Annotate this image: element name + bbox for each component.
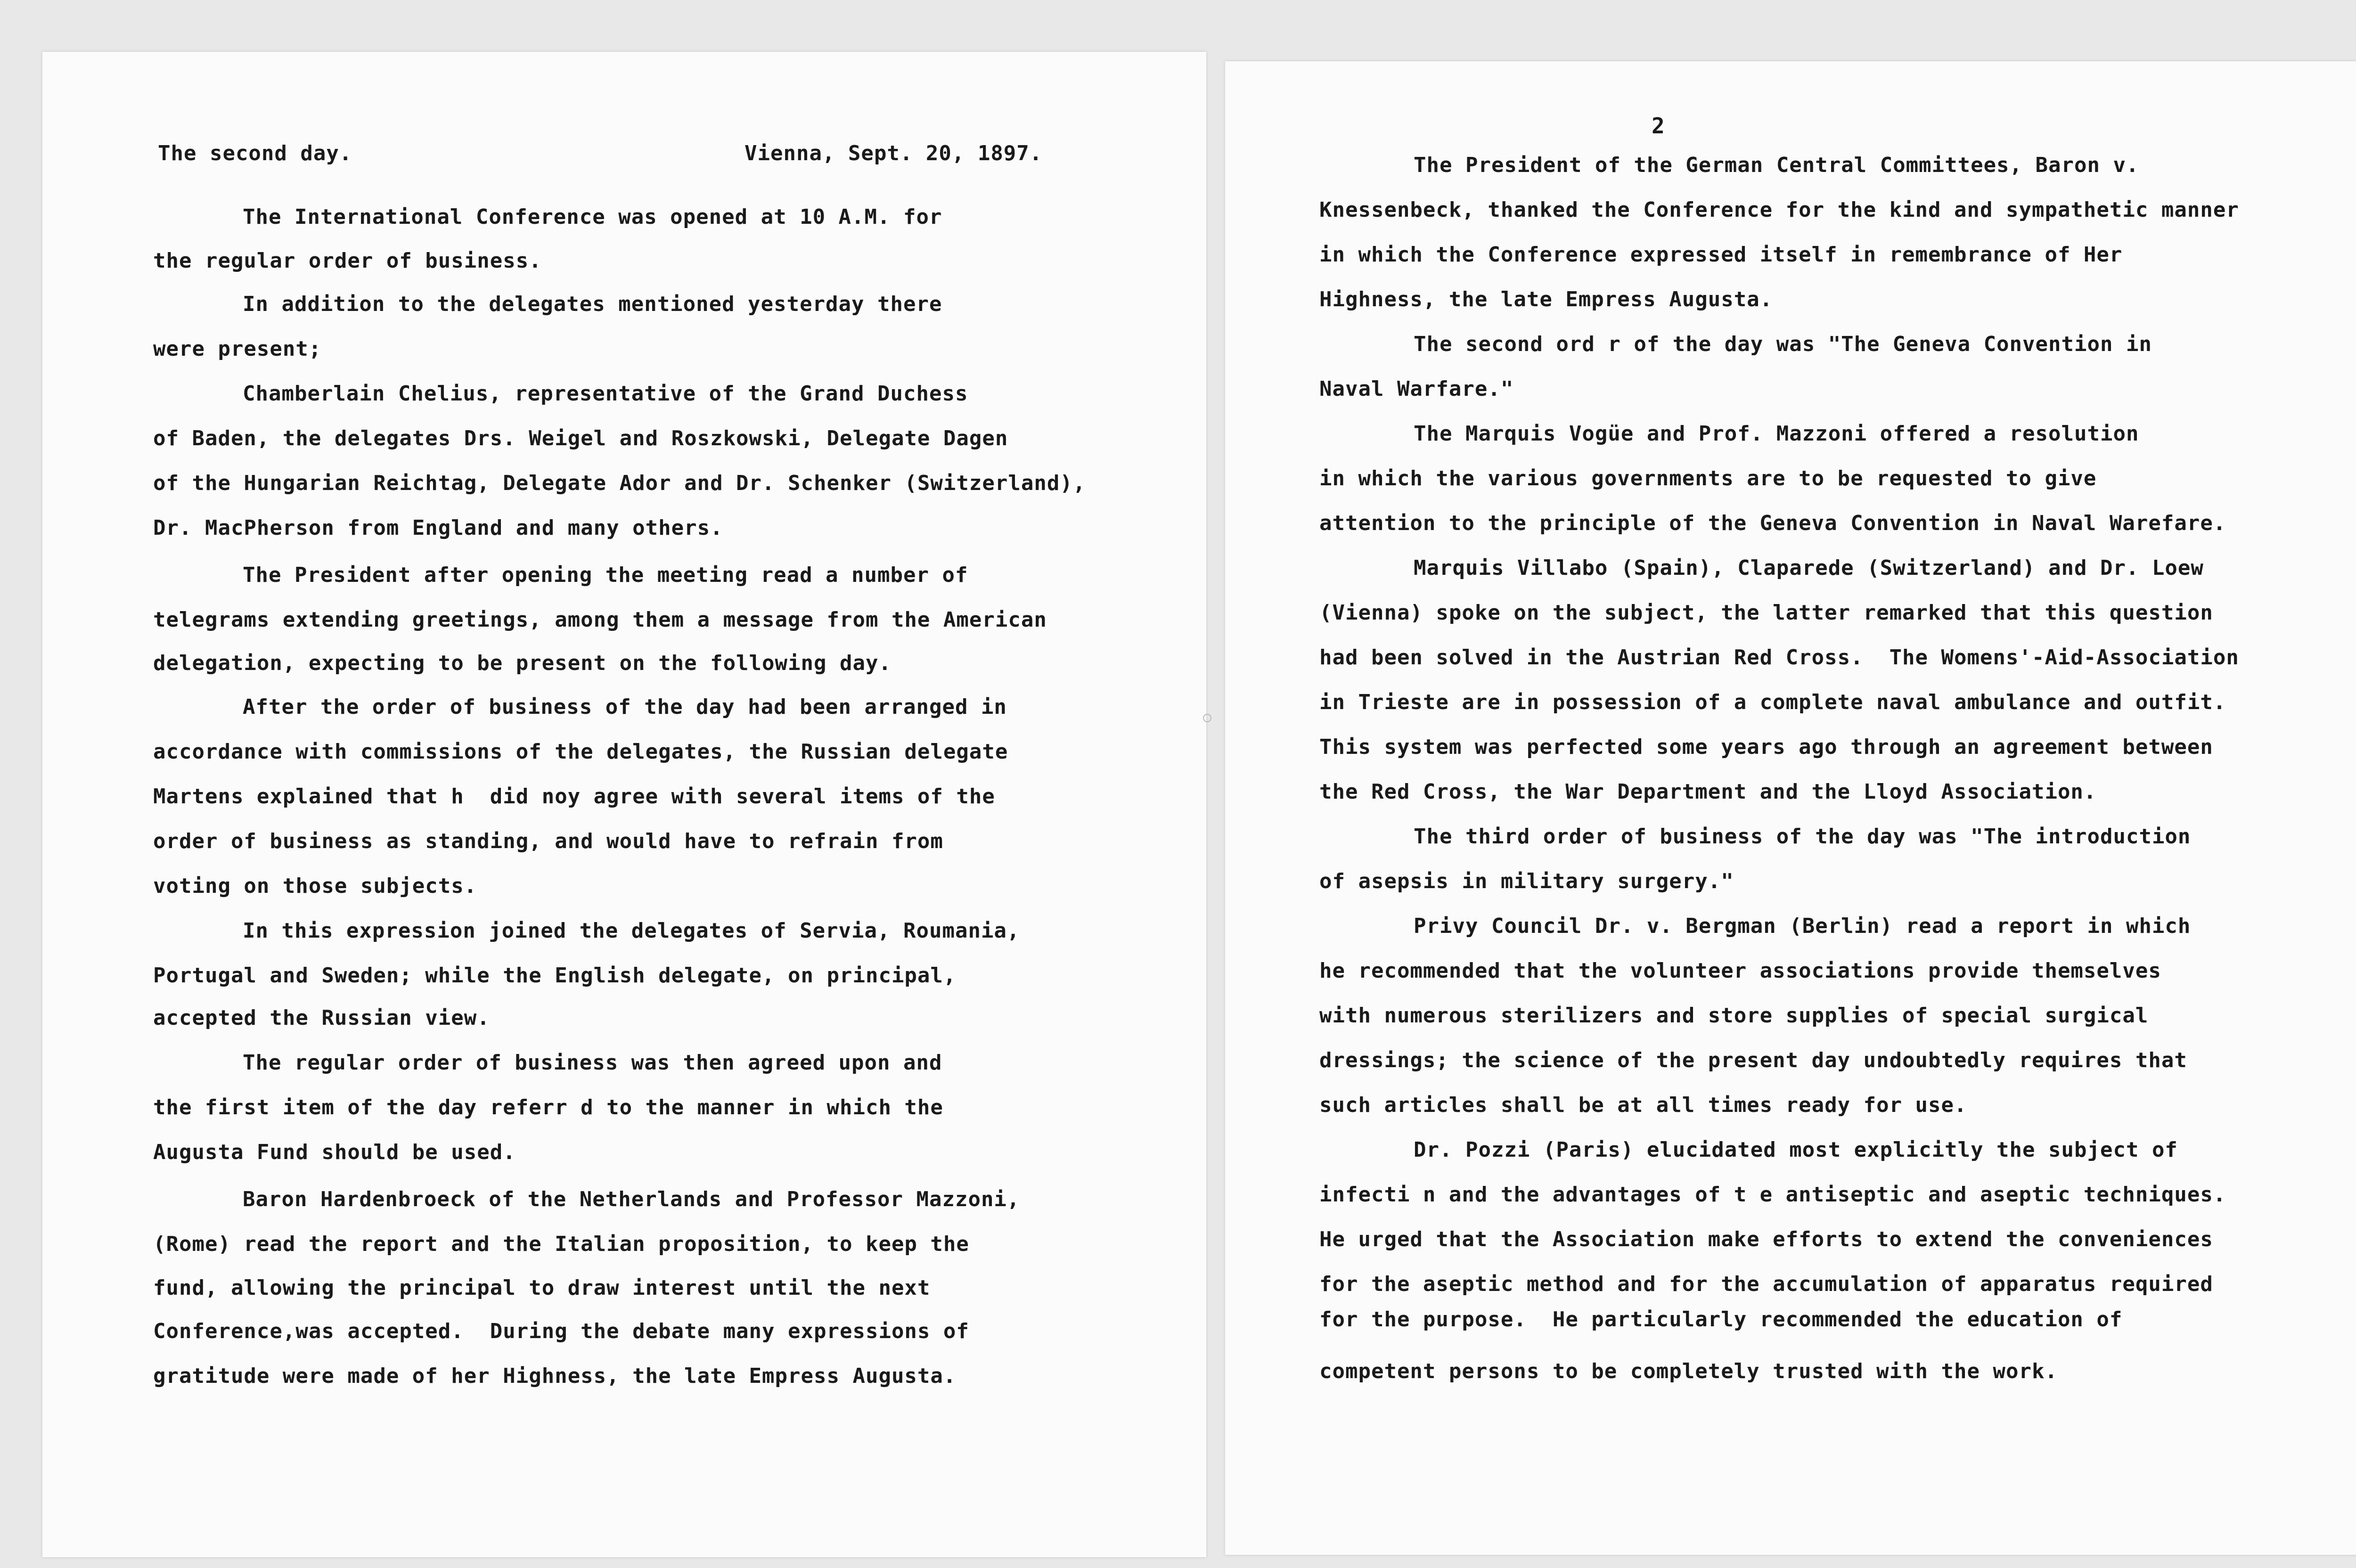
text-line: the first item of the day referr d to the manner in which the [153,1095,943,1119]
text-line: of Baden, the delegates Drs. Weigel and Roszkowski, Delegate Dagen [153,426,1008,450]
text-line: gratitude were made of her Highness, the late Empress Augusta. [153,1364,957,1388]
text-line: dressings; the science of the present day undoubtedly requires that [1319,1048,2187,1072]
text-line: The President of the German Central Committees, Baron v. [1414,153,2139,177]
text-line: the Red Cross, the War Department and the Lloyd Association. [1319,780,2097,804]
text-line: Martens explained that h did noy agree with several items of the [153,784,995,808]
text-line: for the purpose. He particularly recommended the education of [1319,1307,2123,1331]
text-line: The third order of business of the day was "The introduction [1414,825,2191,849]
text-line: The International Conference was opened at 10 A.M. for [243,205,942,229]
text-line: He urged that the Association make efforts to extend the conveniences [1319,1227,2213,1251]
left-heading-date-label: The second day. [158,141,352,165]
text-line: for the aseptic method and for the accumulation of apparatus required [1319,1272,2213,1296]
text-line: Augusta Fund should be used. [153,1140,516,1164]
text-line: (Rome) read the report and the Italian proposition, to keep the [153,1232,969,1256]
text-line: In addition to the delegates mentioned yesterday there [243,292,942,316]
left-heading-place-date: Vienna, Sept. 20, 1897. [744,141,1043,165]
text-line: Dr. Pozzi (Paris) elucidated most explicitly the subject of [1414,1138,2178,1162]
text-line: The President after opening the meeting read a number of [243,563,968,587]
text-line: he recommended that the volunteer associations provide themselves [1319,959,2161,983]
text-line: attention to the principle of the Geneva Convention in Naval Warefare. [1319,511,2226,535]
text-line: Privy Council Dr. v. Bergman (Berlin) read a report in which [1414,914,2191,938]
text-line: in Trieste are in possession of a complete naval ambulance and outfit. [1319,690,2226,714]
text-line: After the order of business of the day had been arranged in [243,695,1007,719]
text-line: the regular order of business. [153,249,542,273]
text-line: in which the Conference expressed itself in remembrance of Her [1319,243,2123,267]
text-line: Marquis Villabo (Spain), Claparede (Switzerland) and Dr. Loew [1414,556,2204,580]
text-line: competent persons to be completely trusted with the work. [1319,1359,2058,1383]
page-number: 2 [1652,113,1665,139]
text-line: voting on those subjects. [153,874,477,898]
text-line: fund, allowing the principal to draw interest until the next [153,1276,931,1300]
film-speck [1203,714,1211,722]
text-line: accordance with commissions of the delegates, the Russian delegate [153,740,1008,764]
text-line: of the Hungarian Reichtag, Delegate Ador and Dr. Schenker (Switzerland), [153,471,1086,495]
text-line: Highness, the late Empress Augusta. [1319,287,1773,311]
text-line: Portugal and Sweden; while the English delegate, on principal, [153,964,957,988]
text-line: The regular order of business was then agreed upon and [243,1051,942,1075]
right-page [1225,61,2356,1555]
text-line: Dr. MacPherson from England and many others. [153,516,723,540]
text-line: Naval Warfare." [1319,377,1514,401]
text-line: in which the various governments are to be requested to give [1319,466,2097,490]
text-line: of asepsis in military surgery." [1319,869,1734,893]
text-line: Knessenbeck, thanked the Conference for the kind and sympathetic manner [1319,198,2239,222]
text-line: with numerous sterilizers and store supplies of special surgical [1319,1004,2149,1028]
left-page [42,52,1206,1557]
text-line: Conference,was accepted. During the debate many expressions of [153,1319,969,1343]
text-line: Chamberlain Chelius, representative of the Grand Duchess [243,382,968,406]
text-line: telegrams extending greetings, among them a message from the American [153,608,1047,632]
text-line: order of business as standing, and would have to refrain from [153,829,943,853]
text-line: were present; [153,337,322,361]
text-line: This system was perfected some years ago through an agreement between [1319,735,2213,759]
text-line: The Marquis Vogüe and Prof. Mazzoni offered a resolution [1414,422,2139,446]
text-line: had been solved in the Austrian Red Cross. The Womens'-Aid-Association [1319,645,2239,670]
text-line: such articles shall be at all times ready for use. [1319,1093,1967,1117]
text-line: (Vienna) spoke on the subject, the latter remarked that this question [1319,601,2213,625]
text-line: Baron Hardenbroeck of the Netherlands and Professor Mazzoni, [243,1187,1020,1211]
text-line: delegation, expecting to be present on the following day. [153,651,892,675]
text-line: infecti n and the advantages of t e antiseptic and aseptic techniques. [1319,1183,2226,1207]
text-line: The second ord r of the day was "The Geneva Convention in [1414,332,2152,356]
text-line: accepted the Russian view. [153,1006,490,1030]
text-line: In this expression joined the delegates of Servia, Roumania, [243,919,1020,943]
